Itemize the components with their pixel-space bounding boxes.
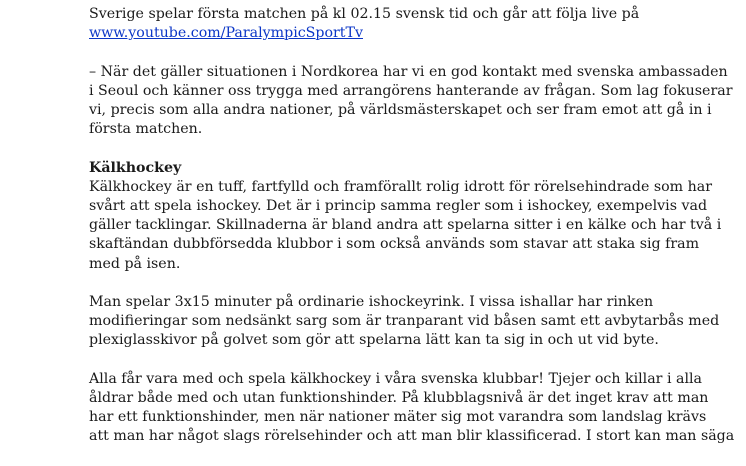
youtube-link[interactable]: www.youtube.com/ParalympicSportTv	[89, 25, 363, 42]
section-paragraph-2	[89, 293, 729, 351]
quote-line: första matchen.	[89, 121, 203, 138]
body-line: med på isen.	[89, 255, 181, 272]
body-line: Man spelar 3x15 minuter på ordinarie ishockeyrink. I vissa ishallar har rinken	[89, 294, 654, 310]
section-paragraph-1	[89, 159, 729, 274]
intro-paragraph	[89, 5, 729, 43]
intro-line: Sverige spelar första matchen på kl 02.15 svensk tid och går att följa live på	[89, 6, 640, 22]
section-paragraph-3	[89, 370, 735, 447]
body-line: att man har något slags rörelsehinder och att man blir klassificerad. I stort kan man säga	[89, 428, 735, 445]
body-line: svårt att spela ishockey. Det är i princip samma regler som i ishockey, exempelvis vad	[89, 198, 708, 214]
body-line: gäller tacklingar. Skillnaderna är bland andra att spelarna sitter i en kälke och har två i	[89, 217, 722, 234]
quote-line: i Seoul och känner oss trygga med arrangörens hanterande av frågan. Som lag fokuserar	[89, 82, 733, 99]
body-line: skaftändan dubbförsedda klubbor i som också används som stavar att staka sig fram	[89, 236, 700, 253]
document-body	[89, 5, 735, 466]
quote-paragraph	[89, 63, 733, 140]
section-heading: Kälkhockey	[89, 159, 182, 176]
body-line: modifieringar som nedsänkt sarg som är tranparant vid båsen samt ett avbytarbås med	[89, 313, 720, 330]
body-line: har ett funktionshinder, men när nationer mäter sig mot varandra som landslag krävs	[89, 409, 707, 426]
body-line: Kälkhockey är en tuff, fartfylld och framförallt rolig idrott för rörelsehindrade som har	[89, 178, 713, 195]
quote-line: – När det gäller situationen i Nordkorea har vi en god kontakt med svenska ambassaden	[89, 63, 728, 80]
body-line: åldrar både med och utan funktionshinder. På klubblagsnivå är det inget krav att man	[89, 390, 709, 406]
body-line: plexiglasskivor på golvet som gör att spelarna lätt kan ta sig in och ut vid byte.	[89, 332, 659, 349]
quote-line: vi, precis som alla andra nationer, på världsmästerskapet och ser fram emot att gå in i	[89, 102, 712, 118]
body-line: Alla får vara med och spela kälkhockey i våra svenska klubbar! Tjejer och killar i alla	[89, 370, 702, 387]
